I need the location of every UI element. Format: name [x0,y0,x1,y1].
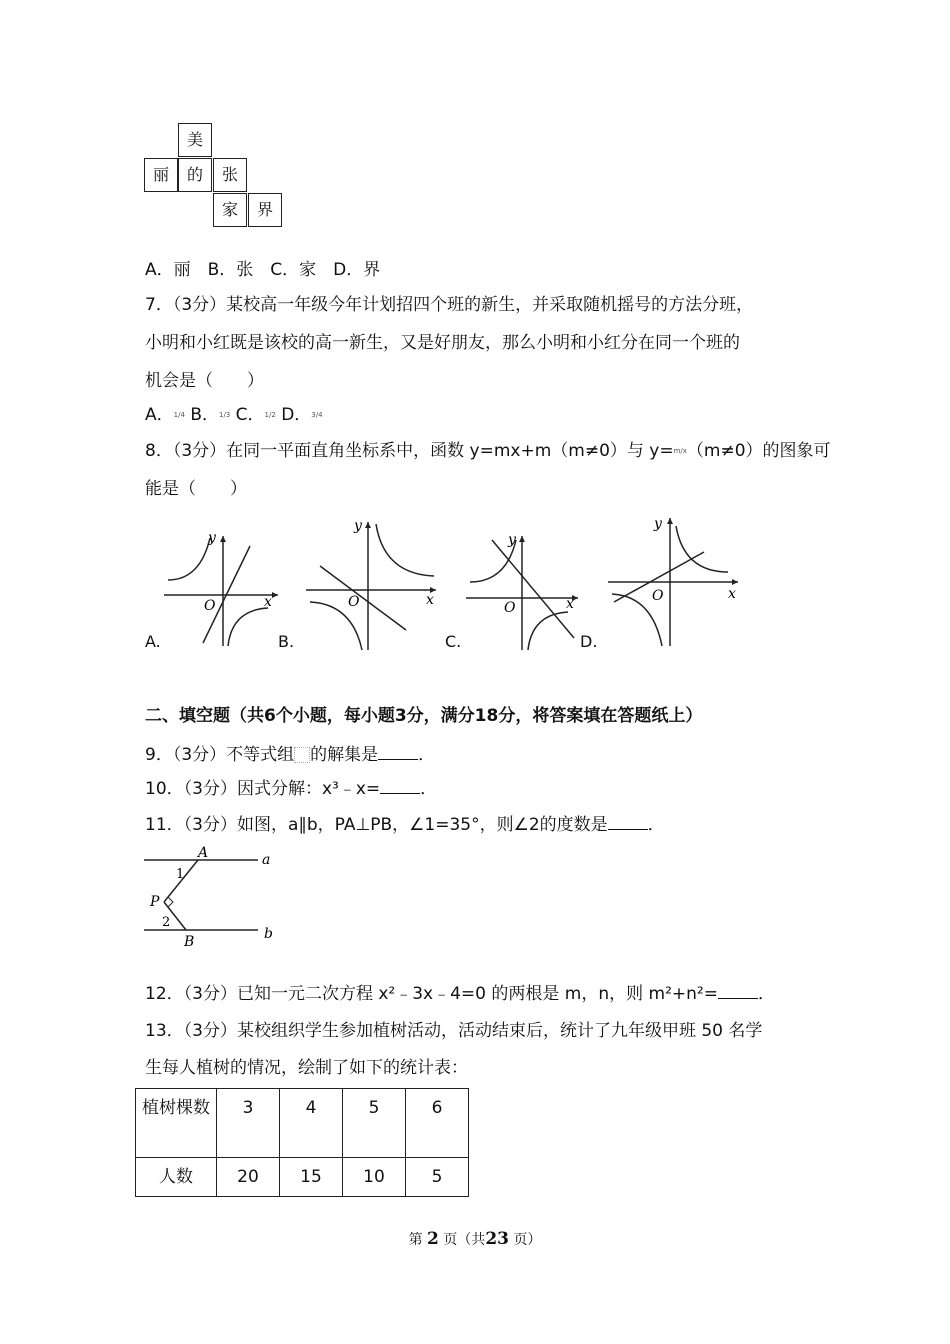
table-cell: 20 [217,1158,280,1197]
answer-blank [378,743,418,760]
answer-blank [608,813,648,830]
table-cell: 5 [343,1089,406,1158]
table-cell: 植树棵数 [136,1089,217,1158]
cube-cell: 丽 [144,158,178,192]
point-a-label: A [198,845,209,861]
graph-b [302,516,444,650]
cube-cell: 张 [213,158,247,192]
answer-blank [380,777,420,794]
point-b-label: B [184,934,195,950]
axis-y-label: y [354,518,362,534]
q10: 10．（3分）因式分解：x³﹣x= ． [145,779,438,799]
graph-c-label: C. [445,632,462,651]
point-p-label: P [150,894,160,910]
section-title: 二、填空题（共6个小题，每小题3分，满分18分，将答案填在答题纸上） [145,706,703,726]
cube-cell: 美 [178,123,212,157]
q13-line1: 13．（3分）某校组织学生参加植树活动，活动结束后，统计了九年级甲班 50 名学 [145,1021,763,1041]
table-cell: 4 [280,1089,343,1158]
angle-1-label: 1 [176,867,185,882]
graph-a [160,528,285,650]
q13-line2: 生每人植树的情况，绘制了如下的统计表： [145,1058,468,1078]
cube-cell: 家 [213,193,247,227]
q11: 11．（3分）如图，a∥b，PA⊥PB，∠1=35°，则∠2的度数是 ． [145,815,665,835]
cube-cell: 的 [178,158,212,192]
fraction: 1/4 [173,411,185,419]
axis-x-label: x [264,594,272,610]
origin-label: O [348,594,360,610]
q8-line2: 能是（ ） [145,479,247,499]
q9: 9．（3分）不等式组 的解集是 ． [145,745,436,765]
q7-options: A．1/4 B．1/3 C．1/2 D．3/4 [145,405,323,425]
q7-line2: 小明和小红既是该校的高一新生，又是好朋友，那么小明和小红分在同一个班的 [145,333,740,353]
graph-a-label: A. [145,632,161,651]
cube-cell: 界 [248,193,282,227]
table-cell: 10 [343,1158,406,1197]
system-image-icon [294,747,310,763]
fraction: 1/2 [264,411,276,419]
angle-2-label: 2 [162,915,171,930]
page-footer: 第 2 页（共23 页） [408,1229,542,1249]
line-b-label: b [264,926,273,942]
table-cell: 5 [406,1158,469,1197]
table-cell: 人数 [136,1158,217,1197]
q11-figure [140,842,290,950]
table-cell: 6 [406,1089,469,1158]
fraction: 1/3 [218,411,231,419]
axis-x-label: x [728,586,736,602]
table-cell: 3 [217,1089,280,1158]
q7-line3: 机会是（ ） [145,371,264,391]
origin-label: O [504,600,516,616]
table-row [136,1158,469,1197]
q6-options: A．丽 B．张 C．家 D．界 [145,260,381,280]
answer-blank [718,982,758,999]
axis-y-label: y [654,516,662,532]
q8-line1: 8．（3分）在同一平面直角坐标系中，函数 y=mx+m（m≠0）与 y=m/x（m≠0）的图象可 [145,441,831,461]
fraction: m/x [673,447,687,455]
q7-line1: 7．（3分）某校高一年级今年计划招四个班的新生，并采取随机摇号的方法分班， [145,295,754,315]
line-a-label: a [262,852,271,868]
origin-label: O [204,598,216,614]
axis-x-label: x [426,592,434,608]
origin-label: O [652,588,664,604]
axis-y-label: y [208,530,216,546]
graph-d [604,512,748,650]
stats-table [135,1088,469,1197]
graph-d-label: D. [580,632,598,651]
table-row [136,1089,469,1158]
axis-y-label: y [508,532,516,548]
graph-b-label: B. [278,632,295,651]
table-cell: 15 [280,1158,343,1197]
axis-x-label: x [566,596,574,612]
fraction: 3/4 [311,411,323,419]
graph-c [462,530,586,650]
q12: 12．（3分）已知一元二次方程 x²﹣3x﹣4=0 的两根是 m，n，则 m²+n²= ． [145,984,775,1004]
